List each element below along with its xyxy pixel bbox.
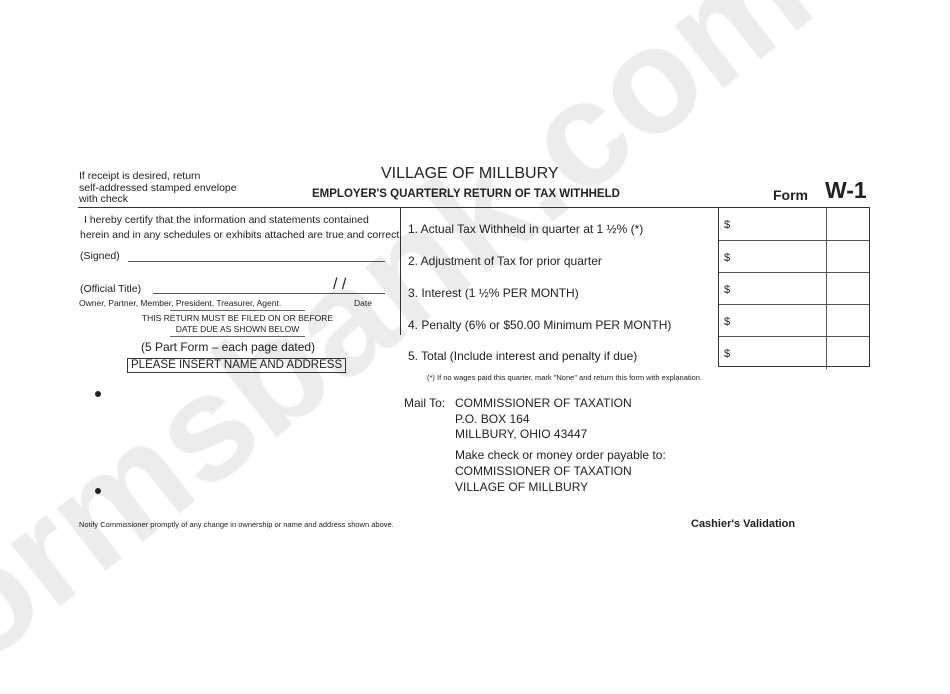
title-caption: Owner, Partner, Member, President, Treasurer, Agent.	[79, 298, 282, 308]
official-title-label: (Official Title)	[80, 283, 142, 295]
header-rule	[78, 207, 718, 208]
filing-note	[140, 313, 335, 334]
dollar-sign: $	[724, 316, 731, 328]
line-3-label: 3. Interest (1 ½% PER MONTH)	[408, 286, 579, 300]
mail-to-label: Mail To:	[404, 396, 446, 410]
dollar-sign: $	[724, 252, 731, 264]
payable-line: COMMISSIONER OF TAXATION	[455, 464, 632, 478]
mail-address	[455, 396, 632, 443]
receipt-note	[79, 171, 237, 206]
parts-note: (5 Part Form – each page dated)	[141, 340, 316, 354]
cashier-validation: Cashier's Validation	[691, 518, 796, 530]
amount-field-1[interactable]	[719, 208, 869, 240]
address-line: P.O. BOX 164	[455, 411, 530, 426]
date-caption: Date	[354, 298, 372, 308]
form-title: VILLAGE OF MILLBURY	[381, 165, 559, 182]
receipt-note-line: with check	[79, 193, 129, 205]
receipt-note-line: self-addressed stamped envelope	[79, 181, 237, 194]
signed-line[interactable]	[128, 261, 385, 262]
amount-field-3[interactable]	[719, 272, 869, 304]
form-number: W-1	[825, 177, 867, 203]
payable-note	[455, 447, 666, 495]
bullet-icon	[95, 488, 101, 494]
filing-note-rule	[170, 310, 305, 311]
official-title-line[interactable]	[153, 293, 385, 294]
dollar-sign: $	[724, 284, 731, 296]
signed-label: (Signed)	[80, 250, 120, 262]
amount-field-5[interactable]	[719, 336, 869, 368]
dollar-sign: $	[724, 348, 731, 360]
bullet-icon	[95, 391, 101, 397]
filing-note-line: THIS RETURN MUST BE FILED ON OR BEFORE	[141, 313, 334, 323]
notify-note: Notify Commissioner promptly of any change in ownership or name and address shown above.	[79, 520, 394, 529]
date-slashes: / /	[333, 276, 347, 293]
receipt-note-line: If receipt is desired, return	[79, 170, 201, 182]
payable-line: VILLAGE OF MILLBURY	[455, 480, 589, 494]
insert-name-note: PLEASE INSERT NAME AND ADDRESS	[127, 358, 346, 373]
line-5-label: 5. Total (Include interest and penalty if due)	[408, 349, 638, 363]
amount-field-2[interactable]	[719, 240, 869, 272]
line-2-label: 2. Adjustment of Tax for prior quarter	[408, 254, 602, 268]
address-line: COMMISSIONER OF TAXATION	[455, 396, 632, 410]
line-1-label: 1. Actual Tax Withheld in quarter at 1 ½% (*)	[408, 222, 644, 236]
address-line: MILLBURY, OHIO 43447	[455, 427, 588, 441]
form-subtitle: EMPLOYER'S QUARTERLY RETURN OF TAX WITHHELD	[312, 188, 620, 200]
dollar-sign: $	[724, 219, 731, 231]
filing-note-rule	[170, 336, 305, 337]
amount-box	[718, 207, 870, 367]
certify-line: I hereby certify that the information and statements contained	[84, 214, 369, 226]
footnote: (*) If no wages paid this quarter, mark "None" and return this form with explanation.	[427, 373, 703, 382]
line-4-label: 4. Penalty (6% or $50.00 Minimum PER MONTH)	[408, 318, 672, 332]
certify-line: herein and in any schedules or exhibits attached are true and correct.	[80, 229, 403, 241]
filing-note-line: DATE DUE AS SHOWN BELOW	[175, 323, 300, 334]
payable-line: Make check or money order payable to:	[455, 448, 666, 462]
certify-text	[80, 213, 402, 243]
form-label: Form	[773, 187, 808, 203]
amount-field-4[interactable]	[719, 304, 869, 336]
